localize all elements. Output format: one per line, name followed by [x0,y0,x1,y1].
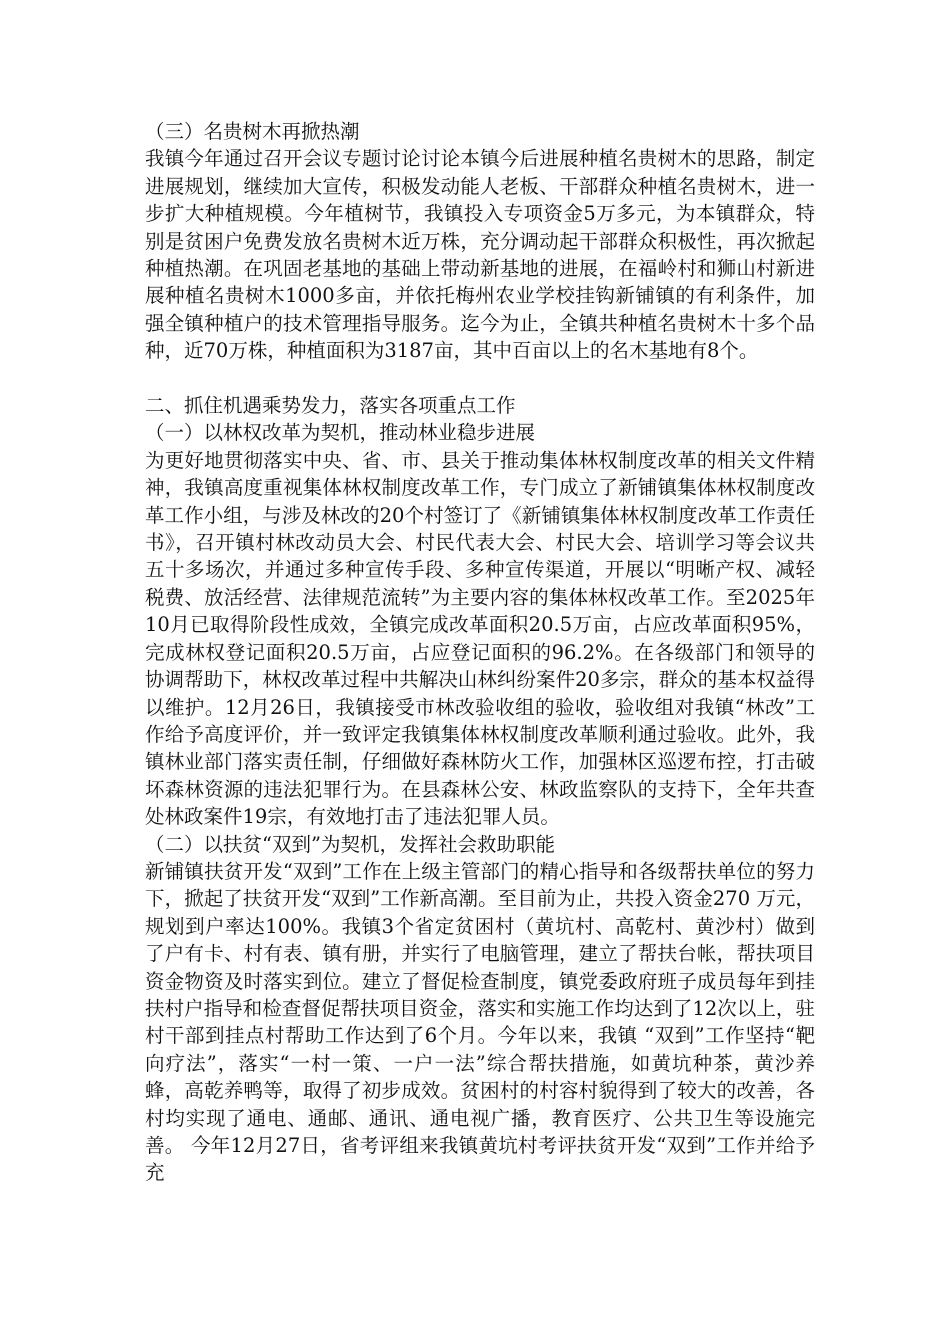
sub2-paragraph: 新铺镇扶贫开发“双到”工作在上级主管部门的精心指导和各级帮扶单位的努力下，掀起了扶贫开发“双到”工作新高潮。至目前为止，共投入资金270 万元，规划到户率达100%。我镇3个省定贫困村（黄坑村、高乾村、黄沙村）做到了户有卡、村有表、镇有册，并实行了电脑管理，建立了帮扶台帐，帮扶项目资金物资及时落实到位。建立了督促检查制度，镇党委政府班子成员每年到挂扶村户指导和检查督促帮扶项目资金，落实和实施工作均达到了12次以上，驻村干部到挂点村帮助工作达到了6个月。今年以来，我镇 “双到”工作坚持“靶向疗法”，落实“一村一策、一户一法”综合帮扶措施，如黄坑种茶，黄沙养蜂，高乾养鸭等，取得了初步成效。贫困村的村容村貌得到了较大的改善，各村均实现了通电、通邮、通讯、通电视广播，教育医疗、公共卫生等设施完善。 今年12月27日，省考评组来我镇黄坑村考评扶贫开发“双到”工作并给予充 [145,859,815,1185]
section3-paragraph: 我镇今年通过召开会议专题讨论讨论本镇今后进展种植名贵树木的思路，制定进展规划，继续加大宣传，积极发动能人老板、干部群众种植名贵树木，进一步扩大种植规模。今年植树节，我镇投入专项资金5万多元，为本镇群众，特别是贫困户免费发放名贵树木近万株，充分调动起干部群众积极性，再次掀起种植热潮。在巩固老基地的基础上带动新基地的进展，在福岭村和狮山村新进展种植名贵树木1000多亩，并依托梅州农业学校挂钩新铺镇的有利条件，加强全镇种植户的技术管理指导服务。迄今为止，全镇共种植名贵树木十多个品种，近70万株，种植面积为3187亩，其中百亩以上的名木基地有8个。 [145,147,815,363]
sub2-heading: （二）以扶贫“双到”为契机，发挥社会救助职能 [145,832,555,856]
paragraph-gap [145,365,815,392]
sub1-paragraph: 为更好地贯彻落实中央、省、市、县关于推动集体林权制度改革的相关文件精神，我镇高度重视集体林权制度改革工作，专门成立了新铺镇集体林权制度改革工作小组，与涉及林改的20个村签订了《新铺镇集体林权制度改革工作责任书》，召开镇村林改动员大会、村民代表大会、村民大会、培训学习等会议共五十多场次，并通过多种宣传手段、多种宣传渠道，开展以“明晰产权、减轻税费、放活经营、法律规范流转”为主要内容的集体林权改革工作。至2025年10月已取得阶段性成效，全镇完成改革面积20.5万亩，占应改革面积95%，完成林权登记面积20.5万亩，占应登记面积的96.2%。在各级部门和领导的协调帮助下，林权改革过程中共解决山林纠纷案件20多宗，群众的基本权益得以维护。12月26日，我镇接受市林改验收组的验收，验收组对我镇“林改”工作给予高度评价，并一致评定我镇集体林权制度改革顺利通过验收。此外，我镇林业部门落实责任制，仔细做好森林防火工作，加强林区巡逻布控，打击破坏森林资源的违法犯罪行为。在县森林公安、林政监察队的支持下，全年共查处林政案件19宗，有效地打击了违法犯罪人员。 [145,448,815,829]
document-page [145,118,815,1187]
part2-heading: 二、抓住机遇乘势发力，落实各项重点工作 [145,394,516,418]
section3-heading: （三）名贵树木再掀热潮 [145,120,360,143]
sub1-heading: （一）以林权改革为契机，推动林业稳步进展 [145,421,536,445]
